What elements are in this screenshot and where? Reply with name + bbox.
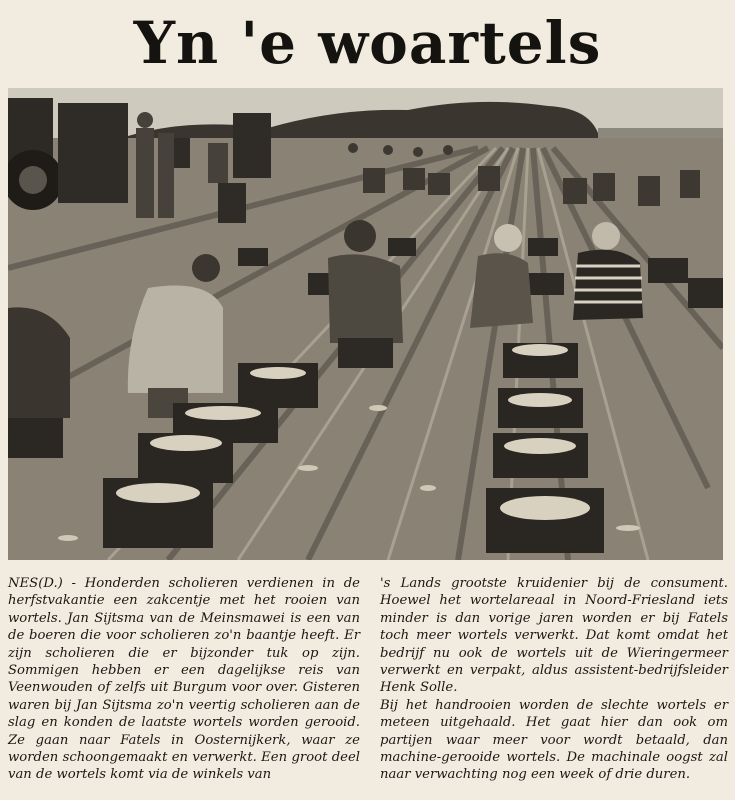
article-paragraph-second: Bij het handrooien worden de slechte wortels er meteen uitgehaald. Het gaat hier dan ook om partijen waar meer voor wordt betaald, dan machine-gerooide wortels. De machinale oogst zal naar verwachting nog een week of drie duren. <box>380 697 728 783</box>
dateline: NES(D.) - <box>8 576 76 591</box>
article-paragraph-continued: 's Lands grootste kruidenier bij de consument. Hoewel het wortelareaal in Noord-Friesland iets minder is dan vorige jaren worden er bij Fatels toch meer wortels verwerkt. Dat komt omdat het bedrijf nu ook de wortels uit de Wieringermeer verwerkt en verpakt, aldus assistent-bedrijfsleider Henk Solle. <box>380 576 728 696</box>
carrot-harvest-photo-icon <box>8 88 723 560</box>
article-text-left: Honderden scholieren verdienen in de herfstvakantie een zakcentje met het rooien van wortels. Jan Sijtsma van de Meinsmawei is een van de boeren die voor scholieren zo'n baantje heeft. Er zijn scholieren die er bijzonder tuk op zijn. Sommigen hebben er een dagelijkse reis van Veenwouden of zelfs uit Burgum voor over. Gisteren waren bij Jan Sijtsma zo'n veertig scholieren aan de slag en konden de laatste wortels worden gerooid. Ze gaan naar Fatels in Oosternijkerk, waar ze worden schoongemaakt en verwerkt. Een groot deel van de wortels komt via de winkels van <box>8 576 360 783</box>
headline: Yn 'e woartels <box>133 9 602 77</box>
article-paragraph <box>8 575 360 784</box>
news-photo <box>8 88 723 560</box>
article-column-left <box>8 575 360 784</box>
article-column-right <box>380 575 728 784</box>
